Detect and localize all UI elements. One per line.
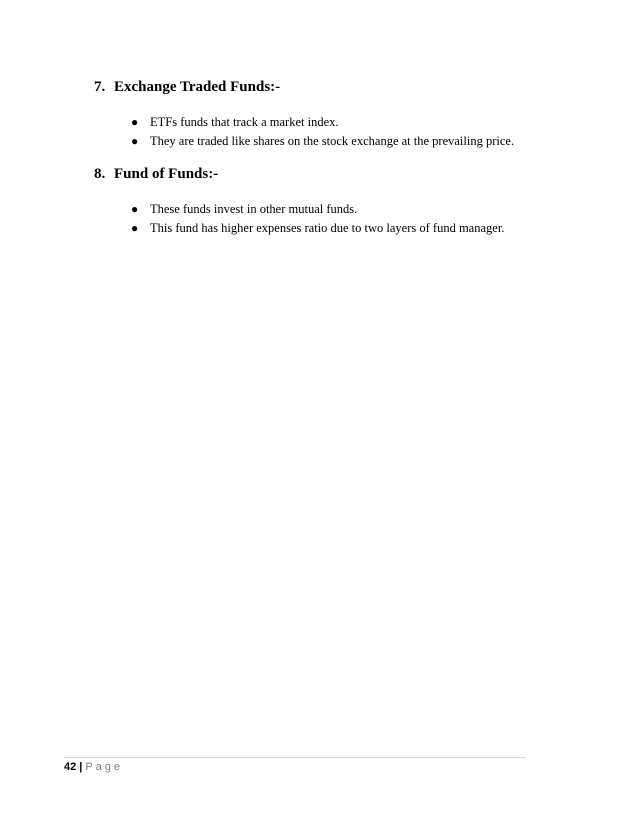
bullet-icon: ● [131, 134, 139, 148]
bullet-text: They are traded like shares on the stock exchange at the prevailing price. [150, 134, 515, 148]
section-title: Fund of Funds:- [114, 166, 219, 182]
section-heading-7 [94, 78, 280, 96]
page-number: 42 [64, 761, 77, 773]
section-heading-8 [94, 165, 218, 183]
bullet-text: ETFs funds that track a market index. [150, 115, 339, 129]
bullet-icon: ● [131, 115, 139, 129]
footer-separator: | [79, 761, 83, 773]
page-footer [64, 760, 123, 774]
bullet-text: This fund has higher expenses ratio due to two layers of fund manager. [150, 221, 505, 235]
footer-divider [64, 757, 526, 758]
bullet-icon: ● [131, 221, 139, 235]
section-number: 7. [94, 79, 106, 95]
bullet-text: These funds invest in other mutual funds. [150, 202, 358, 216]
section-number: 8. [94, 166, 106, 182]
page-label: Page [85, 761, 124, 773]
section-title: Exchange Traded Funds:- [114, 79, 281, 95]
bullet-icon: ● [131, 202, 139, 216]
